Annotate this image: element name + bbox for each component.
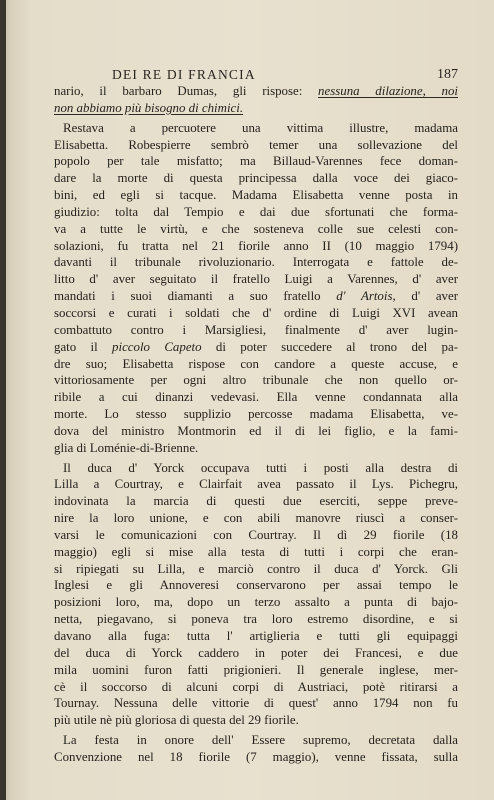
text-run: Convenzione nel 18 fiorile (7 maggio), venne fissata, sulla — [54, 749, 458, 764]
text-run: varsi le comunicazioni con Courtray. Il dì 29 fiorile (18 — [54, 527, 458, 542]
body-text — [54, 83, 458, 766]
text-line — [54, 83, 458, 100]
text-run: Inglesi e gli Annoveresi conservarono per assai tempo le — [54, 578, 458, 593]
text-run: posizioni loro, ma, dopo un terzo assalto a punta di bajo- — [54, 595, 458, 610]
text-line — [54, 662, 458, 679]
text-line — [54, 356, 458, 373]
text-run: , d' aver — [392, 289, 458, 304]
text-line — [54, 322, 458, 339]
text-line — [54, 577, 458, 594]
emphasized-text: d' Artois — [336, 289, 393, 304]
text-run: solazioni, fu tratta nel 21 fiorile anno II (10 maggio 1794) — [54, 238, 458, 253]
text-run: dova del ministro Montmorin ed il di lei figlio, e la fami- — [54, 423, 458, 438]
emphasized-text: nessuna dilazione, noi — [318, 84, 458, 98]
emphasized-text: piccolo Capeto — [112, 339, 202, 354]
text-line — [54, 732, 458, 749]
text-run: nire la loro unione, e con abili manovre riuscì a conser- — [54, 511, 458, 526]
text-run: va a tutte le virtù, e che sosteneva colle sue celesti con- — [54, 221, 458, 236]
paragraph — [54, 460, 458, 730]
text-run: vittoriosamente per ogni altro tribunale che non quello or- — [54, 373, 458, 388]
text-line — [54, 254, 458, 271]
text-line — [54, 594, 458, 611]
text-run: La festa in onore dell' Essere supremo, decretata dalla — [63, 733, 458, 748]
text-line — [54, 712, 458, 729]
text-run: netta, piegavano, si poneva tra loro estremo disordine, e si — [54, 612, 458, 627]
text-line — [54, 389, 458, 406]
paragraph — [54, 120, 458, 457]
paragraph — [54, 732, 458, 766]
text-line — [54, 170, 458, 187]
text-run: ribile a cui dinanzi vedevasi. Ella venne condannata alla — [54, 390, 458, 405]
text-line — [54, 544, 458, 561]
text-run: Il duca d' Yorck occupava tutti i posti alla destra di — [63, 460, 458, 475]
text-line — [54, 339, 458, 356]
text-run: cè il soccorso di alcuni corpi di Austriaci, potè ritirarsi a — [54, 679, 458, 694]
text-line — [54, 611, 458, 628]
text-line — [54, 288, 458, 305]
text-line — [54, 460, 458, 477]
text-line — [54, 204, 458, 221]
text-run: soccorsi e curati i soldati che d' ordine di Luigi XVI avean — [54, 305, 458, 320]
text-run: maggio) egli si mise alla testa di tutti i corpi che eran- — [54, 544, 458, 559]
text-run: combattuto contro i Marsigliesi, finalmente d' aver lugin- — [54, 322, 458, 337]
text-run: davano alla fuga: tutta l' artiglieria e tutti gli equipaggi — [54, 629, 458, 643]
running-title: DEI RE DI FRANCIA — [112, 67, 256, 82]
text-run: dare la morte di questa principessa dalla voce dei giaco- — [54, 171, 458, 186]
text-run: si ripiegati su Lilla, e marciò contro il duca d' Yorck. Gli — [54, 561, 458, 576]
text-line — [54, 749, 458, 766]
text-line — [54, 561, 458, 578]
text-line — [54, 221, 458, 238]
text-run: del duca di Yorck caddero in poter dei Francesi, e due — [54, 645, 458, 660]
text-run: indovinata la marcia di questi due eserciti, seppe preve- — [54, 494, 458, 509]
text-run: Restava a percuotere una vittima illustre, madama — [63, 120, 458, 135]
text-run: di poter succedere al trono del pa- — [201, 339, 458, 354]
text-run: nario, il barbaro Dumas, gli rispose: — [54, 84, 319, 98]
text-run: mila uomini furon fatti prigionieri. Il generale inglese, mer- — [54, 662, 458, 677]
text-line — [54, 120, 458, 137]
text-line — [54, 493, 458, 510]
page-number: 187 — [437, 67, 458, 82]
text-line — [54, 476, 458, 493]
text-line — [54, 423, 458, 440]
text-run: glia di Loménie-di-Brienne. — [54, 440, 199, 455]
text-run: dre suo; Elisabetta rispose con candore a queste accuse, e — [54, 356, 458, 371]
text-line — [54, 440, 458, 457]
text-line — [54, 695, 458, 712]
text-line — [54, 100, 458, 117]
text-line — [54, 137, 458, 154]
text-run: più utile nè più gloriosa di questa del 29 fiorile. — [54, 713, 299, 728]
text-line — [54, 527, 458, 544]
text-line — [54, 153, 458, 170]
text-run: popolo per tale misfatto; ma Billaud-Varennes fece doman- — [54, 154, 458, 169]
book-spine-shadow — [0, 0, 6, 800]
text-line — [54, 628, 458, 645]
text-run: giudizio: tolta dal Tempio e dai due sfortunati che forma- — [54, 204, 458, 219]
emphasized-text: non abbiamo più bisogno di chimici. — [54, 100, 244, 115]
text-line — [54, 238, 458, 255]
text-run: litto d' aver seguitato il fratello Luigi a Varennes, d' aver — [54, 272, 458, 287]
text-line — [54, 187, 458, 204]
text-run: mandati i suoi diamanti a suo fratello — [54, 289, 337, 304]
text-line — [54, 372, 458, 389]
text-line — [54, 406, 458, 423]
text-line — [54, 645, 458, 662]
text-run: gato il — [54, 339, 113, 354]
text-run: Tournay. Nessuna delle vittorie di quest' anno 1794 non fu — [54, 696, 458, 711]
paragraph — [54, 83, 458, 117]
text-run: Lilla a Courtray, e Clairfait avea passato il Lys. Pichegru, — [54, 477, 458, 492]
text-run: morte. Lo stesso supplizio percosse madama Elisabetta, ve- — [54, 407, 458, 422]
text-line — [54, 510, 458, 527]
text-line — [54, 679, 458, 696]
text-run: bini, ed egli si tacque. Madama Elisabetta venne posta in — [54, 188, 458, 203]
text-run: Elisabetta. Robespierre sembrò temer una sollevazione del — [54, 137, 458, 152]
text-run: davanti il tribunale rivoluzionario. Interrogata e fattole de- — [54, 255, 458, 270]
text-line — [54, 271, 458, 288]
text-line — [54, 305, 458, 322]
